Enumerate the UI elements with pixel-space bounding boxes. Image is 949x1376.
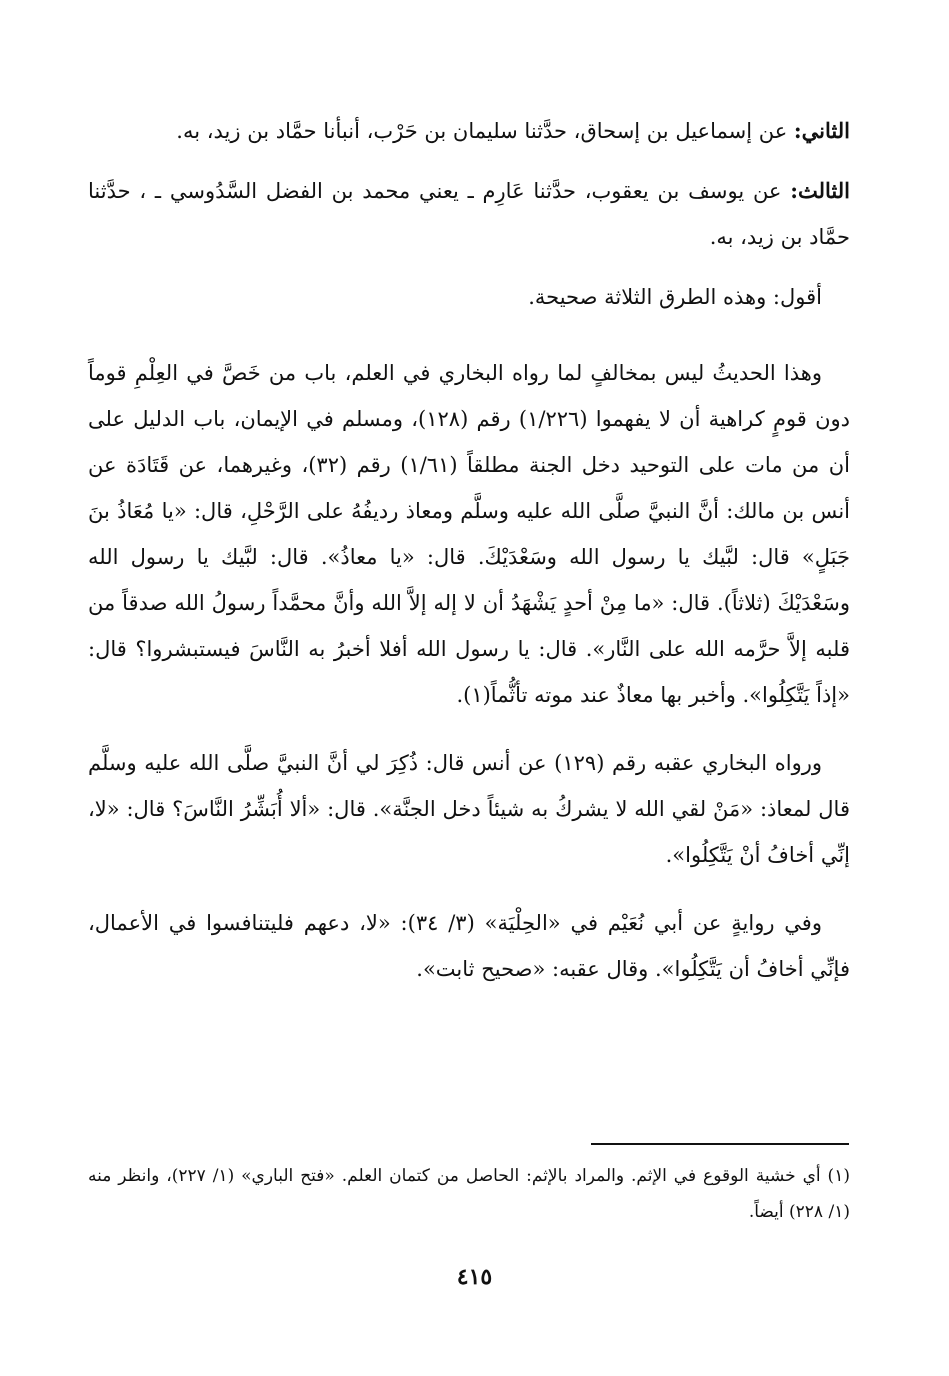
paragraph-text: وفي روايةٍ عن أبي نُعَيْم في «الحِلْيَة» (٣/ ٣٤): «لا، دعهم فليتنافسوا في الأعمال، فإنِّي أخافُ أن يَتَّكِلُوا». وقال عقبه: «صحيح ثابت». [88, 911, 850, 981]
paragraph-lead: الثالث: [790, 178, 850, 203]
paragraph-abu-nuaym [88, 900, 850, 992]
paragraph-text: وهذا الحديثُ ليس بمخالفٍ لما رواه البخاري في العلم، باب من خَصَّ في العِلْمِ قوماً دون قومٍ كراهية أن لا يفهموا (١/٢٢٦) رقم (١٢٨)، ومسلم في الإيمان، باب الدليل على أن من مات على التوحيد دخل الجنة مطلقاً (١/٦١) رقم (٣٢)، وغيرهما، عن قَتَادَة عن أنس بن مالك: أنَّ النبيَّ صلَّى الله عليه وسلَّم ومعاذ رديفُهُ على الرَّحْلِ، قال: «يا مُعَاذُ بنَ جَبَلٍ» قال: لبَّيك يا رسول الله وسَعْدَيْكَ. قال: «يا معاذُ». قال: لبَّيك يا رسول الله وسَعْدَيْكَ (ثلاثاً). قال: «ما مِنْ أحدٍ يَشْهَدُ أن لا إله إلاَّ الله وأنَّ محمَّداً رسولُ الله صدقاً من قلبه إلاَّ حرَّمه الله على النَّار». قال: يا رسول الله أفلا أخبرُ به النَّاسَ فيستبشروا؟ قال: «إذاً يَتَّكِلُوا». وأخبر بها معاذٌ عند موته تأثُّماً(١). [88, 361, 850, 707]
paragraph-text: عن يوسف بن يعقوب، حدَّثنا عَارِم ـ يعني محمد بن الفضل السَّدُوسي ـ ، حدَّثنا حمَّاد بن زيد، به. [88, 179, 850, 249]
paragraph-discussion [88, 350, 850, 718]
paragraph-lead: الثاني: [793, 118, 850, 143]
footnote-separator [591, 1143, 849, 1145]
paragraph-text: أقول: وهذه الطرق الثلاثة صحيحة. [528, 285, 822, 309]
paragraph-third-chain [88, 168, 850, 260]
paragraph-second-chain [88, 108, 850, 154]
page-body [88, 108, 850, 992]
paragraph-bukhari-129 [88, 740, 850, 878]
paragraph-verdict [88, 274, 850, 320]
page-number: ٤١٥ [456, 1264, 493, 1290]
paragraph-text: عن إسماعيل بن إسحاق، حدَّثنا سليمان بن حَرْب، أنبأنا حمَّاد بن زيد، به. [176, 119, 794, 143]
paragraph-text: ورواه البخاري عقبه رقم (١٢٩) عن أنس قال: ذُكِرَ لي أنَّ النبيَّ صلَّى الله عليه وسلَّم قال لمعاذ: «مَنْ لقي الله لا يشركُ به شيئاً دخل الجنَّة». قال: «ألا أُبَشِّرُ النَّاسَ؟ قال: «لا، إنِّي أخافُ أنْ يَتَّكِلُوا». [88, 751, 850, 867]
footnote: (١) أي خشية الوقوع في الإثم. والمراد بالإثم: الحاصل من كتمان العلم. «فتح الباري» (١/ ٢٢٧)، وانظر منه (١/ ٢٢٨) أيضاً. [88, 1166, 850, 1222]
